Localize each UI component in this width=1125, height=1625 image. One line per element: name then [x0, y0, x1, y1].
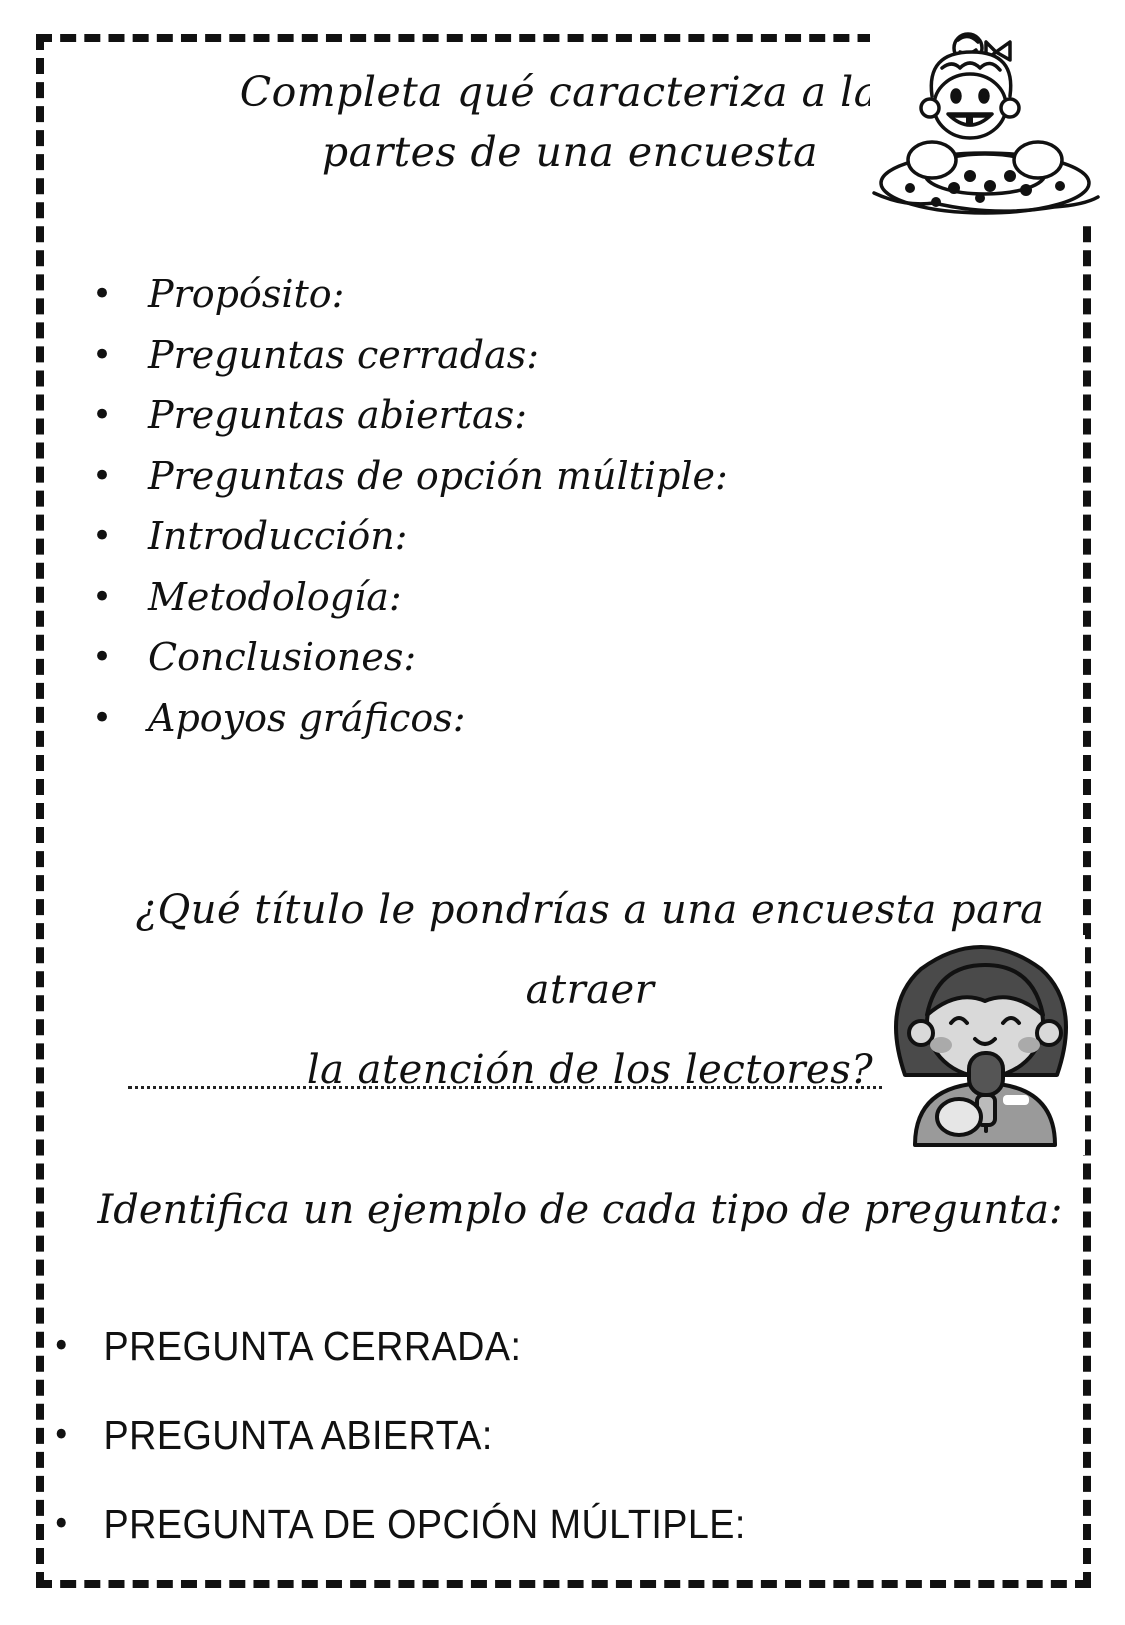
identify-instruction: Identifica un ejemplo de cada tipo de pregunta: [97, 1187, 1063, 1233]
list-item: • PREGUNTA ABIERTA: [52, 1405, 746, 1494]
question-line-2: la atención de los lectores? [306, 1047, 874, 1093]
question-types-list [52, 1316, 806, 1583]
list-item: • Apoyos gráficos: [92, 688, 728, 749]
list-item: • PREGUNTA CERRADA: [52, 1316, 746, 1405]
girl-with-microphone-icon [885, 935, 1085, 1155]
girl-in-swim-ring-icon [870, 18, 1100, 223]
list-item: • Preguntas cerradas: [92, 325, 728, 386]
list-item: • Preguntas abiertas: [92, 385, 728, 446]
survey-parts-list [92, 264, 728, 748]
answer-dotted-line[interactable] [128, 1086, 896, 1089]
list-item: • Propósito: [92, 264, 728, 325]
worksheet-title [160, 62, 980, 182]
list-item: • Conclusiones: [92, 627, 728, 688]
list-item: • Preguntas de opción múltiple: [92, 446, 728, 507]
title-line-2: partes de una encuesta [321, 128, 819, 176]
title-line-1: Completa qué caracteriza a las [239, 68, 901, 116]
list-item: • Introducción: [92, 506, 728, 567]
list-item: • PREGUNTA DE OPCIÓN MÚLTIPLE: [52, 1494, 746, 1583]
question-line-1: ¿Qué título le pondrías a una encuesta para atraer [135, 887, 1045, 1013]
list-item: • Metodología: [92, 567, 728, 628]
